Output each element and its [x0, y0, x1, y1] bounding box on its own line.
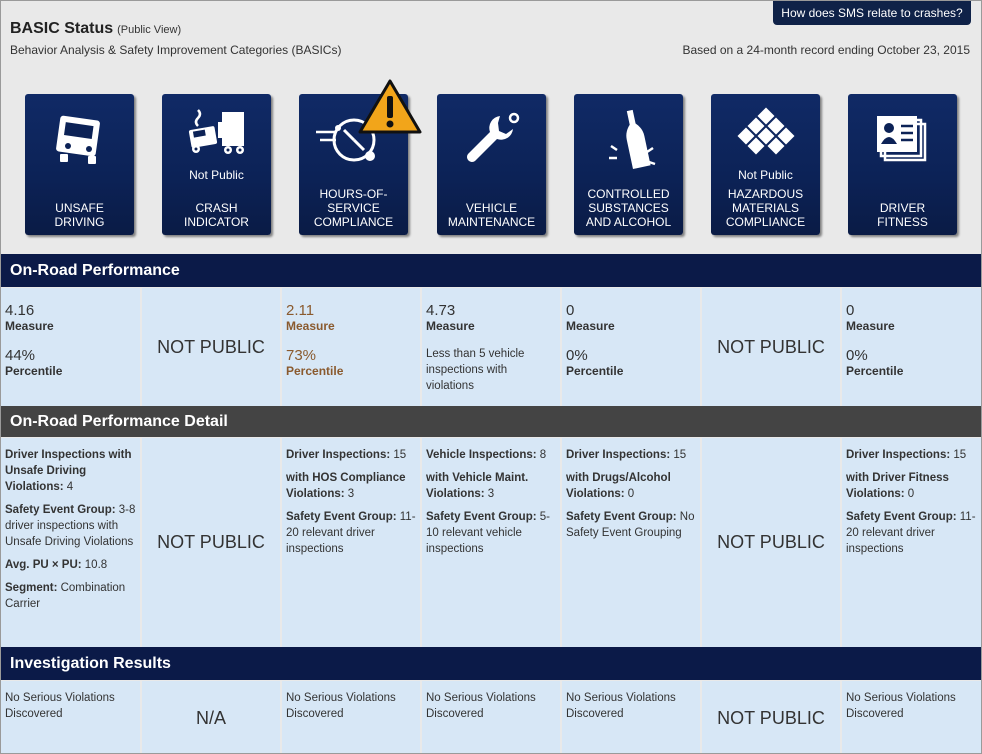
measure-value: 2.11: [286, 302, 315, 319]
basics-description: Behavior Analysis & Safety Improvement Categories (BASICs): [10, 43, 342, 57]
measure-label: Measure: [5, 319, 54, 333]
tile-hazardous-materials[interactable]: [711, 94, 820, 235]
percentile-value: 0%: [846, 347, 868, 364]
perf-hours-of-service: [282, 288, 420, 406]
tile-label: HOURS-OF- SERVICE COMPLIANCE: [313, 187, 394, 229]
not-public-note: Not Public: [189, 168, 244, 182]
sms-crashes-button[interactable]: How does SMS relate to crashes?: [773, 1, 971, 25]
detail-unsafe-driving: Driver Inspections with Unsafe Driving Violations: 4 Safety Event Group: 3-8 driver inspections with Unsafe Driving Violations Avg. PU × PU: 10.8 Segment: Combination Carrier: [1, 438, 140, 647]
title-subtitle: (Public View): [117, 24, 182, 36]
detail-row: [1, 438, 982, 647]
tile-label: UNSAFE DRIVING: [54, 201, 105, 229]
tile-label: HAZARDOUS MATERIALS COMPLIANCE: [725, 187, 806, 229]
measure-value: 0: [846, 302, 855, 319]
inv-crash-na: N/A: [142, 681, 280, 754]
tile-label: CONTROLLED SUBSTANCES AND ALCOHOL: [585, 187, 672, 229]
tile-label: DRIVER FITNESS: [877, 201, 928, 229]
perf-hazmat-not-public: NOT PUBLIC: [702, 288, 840, 406]
tile-crash-indicator[interactable]: [162, 94, 271, 235]
measure-label: Measure: [846, 319, 895, 333]
tile-vehicle-maintenance[interactable]: [437, 94, 546, 235]
percentile-value: 0%: [566, 347, 588, 364]
percentile-value: 44%: [5, 347, 36, 364]
perf-crash-not-public: NOT PUBLIC: [142, 288, 280, 406]
percentile-label: Percentile: [286, 364, 344, 378]
perf-vehicle-maintenance: [422, 288, 560, 406]
tile-label: VEHICLE MAINTENANCE: [447, 201, 536, 229]
section-on-road-performance: On-Road Performance: [1, 254, 982, 287]
warning-icon: [357, 78, 423, 141]
tile-label: CRASH INDICATOR: [184, 201, 249, 229]
measure-label: Measure: [426, 319, 475, 333]
truck-front-icon: [25, 108, 134, 172]
detail-vehicle-maintenance: Vehicle Inspections: 8 with Vehicle Maint. Violations: 3 Safety Event Group: 5-10 relevant vehicle inspections: [422, 438, 560, 647]
section-investigation-results: Investigation Results: [1, 647, 982, 680]
investigation-row: [1, 681, 982, 754]
page-title: [10, 20, 181, 38]
tile-controlled-substances[interactable]: [574, 94, 683, 235]
detail-hazmat-not-public: NOT PUBLIC: [702, 438, 840, 647]
not-public-note: Not Public: [738, 168, 793, 182]
measure-label: Measure: [286, 319, 335, 333]
detail-crash-not-public: NOT PUBLIC: [142, 438, 280, 647]
measure-value: 0: [566, 302, 575, 319]
measure-value: 4.73: [426, 302, 456, 319]
inv-driver-fitness: No Serious Violations Discovered: [842, 681, 982, 754]
measure-value: 4.16: [5, 302, 35, 319]
crash-icon: [162, 100, 271, 164]
performance-row: [1, 288, 982, 406]
hazmat-icon: [711, 102, 820, 166]
inv-controlled-substances: No Serious Violations Discovered: [562, 681, 700, 754]
bottle-icon: [574, 108, 683, 172]
tile-unsafe-driving[interactable]: [25, 94, 134, 235]
basic-tiles: [1, 94, 982, 236]
record-date-text: Based on a 24-month record ending October 23, 2015: [682, 43, 970, 57]
perf-unsafe-driving: [1, 288, 140, 406]
detail-driver-fitness: Driver Inspections: 15 with Driver Fitness Violations: 0 Safety Event Group: 11-20 relevant driver inspections: [842, 438, 982, 647]
detail-controlled-substances: Driver Inspections: 15 with Drugs/Alcohol Violations: 0 Safety Event Group: No Safety Event Grouping: [562, 438, 700, 647]
vehicle-note: Less than 5 vehicle inspections with violations: [426, 348, 525, 392]
perf-controlled-substances: [562, 288, 700, 406]
inv-hazmat-not-public: NOT PUBLIC: [702, 681, 840, 754]
id-card-icon: [848, 108, 957, 172]
tile-driver-fitness[interactable]: [848, 94, 957, 235]
percentile-label: Percentile: [846, 364, 904, 378]
detail-hours-of-service: Driver Inspections: 15 with HOS Compliance Violations: 3 Safety Event Group: 11-20 relevant driver inspections: [282, 438, 420, 647]
inv-unsafe-driving: No Serious Violations Discovered: [1, 681, 140, 754]
title-text: BASIC Status: [10, 20, 114, 37]
wrench-icon: [437, 108, 546, 172]
percentile-value: 73%: [286, 347, 317, 364]
inv-vehicle-maintenance: No Serious Violations Discovered: [422, 681, 560, 754]
measure-label: Measure: [566, 319, 615, 333]
inv-hours-of-service: No Serious Violations Discovered: [282, 681, 420, 754]
percentile-label: Percentile: [5, 364, 63, 378]
section-performance-detail: On-Road Performance Detail: [1, 406, 982, 437]
percentile-label: Percentile: [566, 364, 624, 378]
perf-driver-fitness: [842, 288, 982, 406]
